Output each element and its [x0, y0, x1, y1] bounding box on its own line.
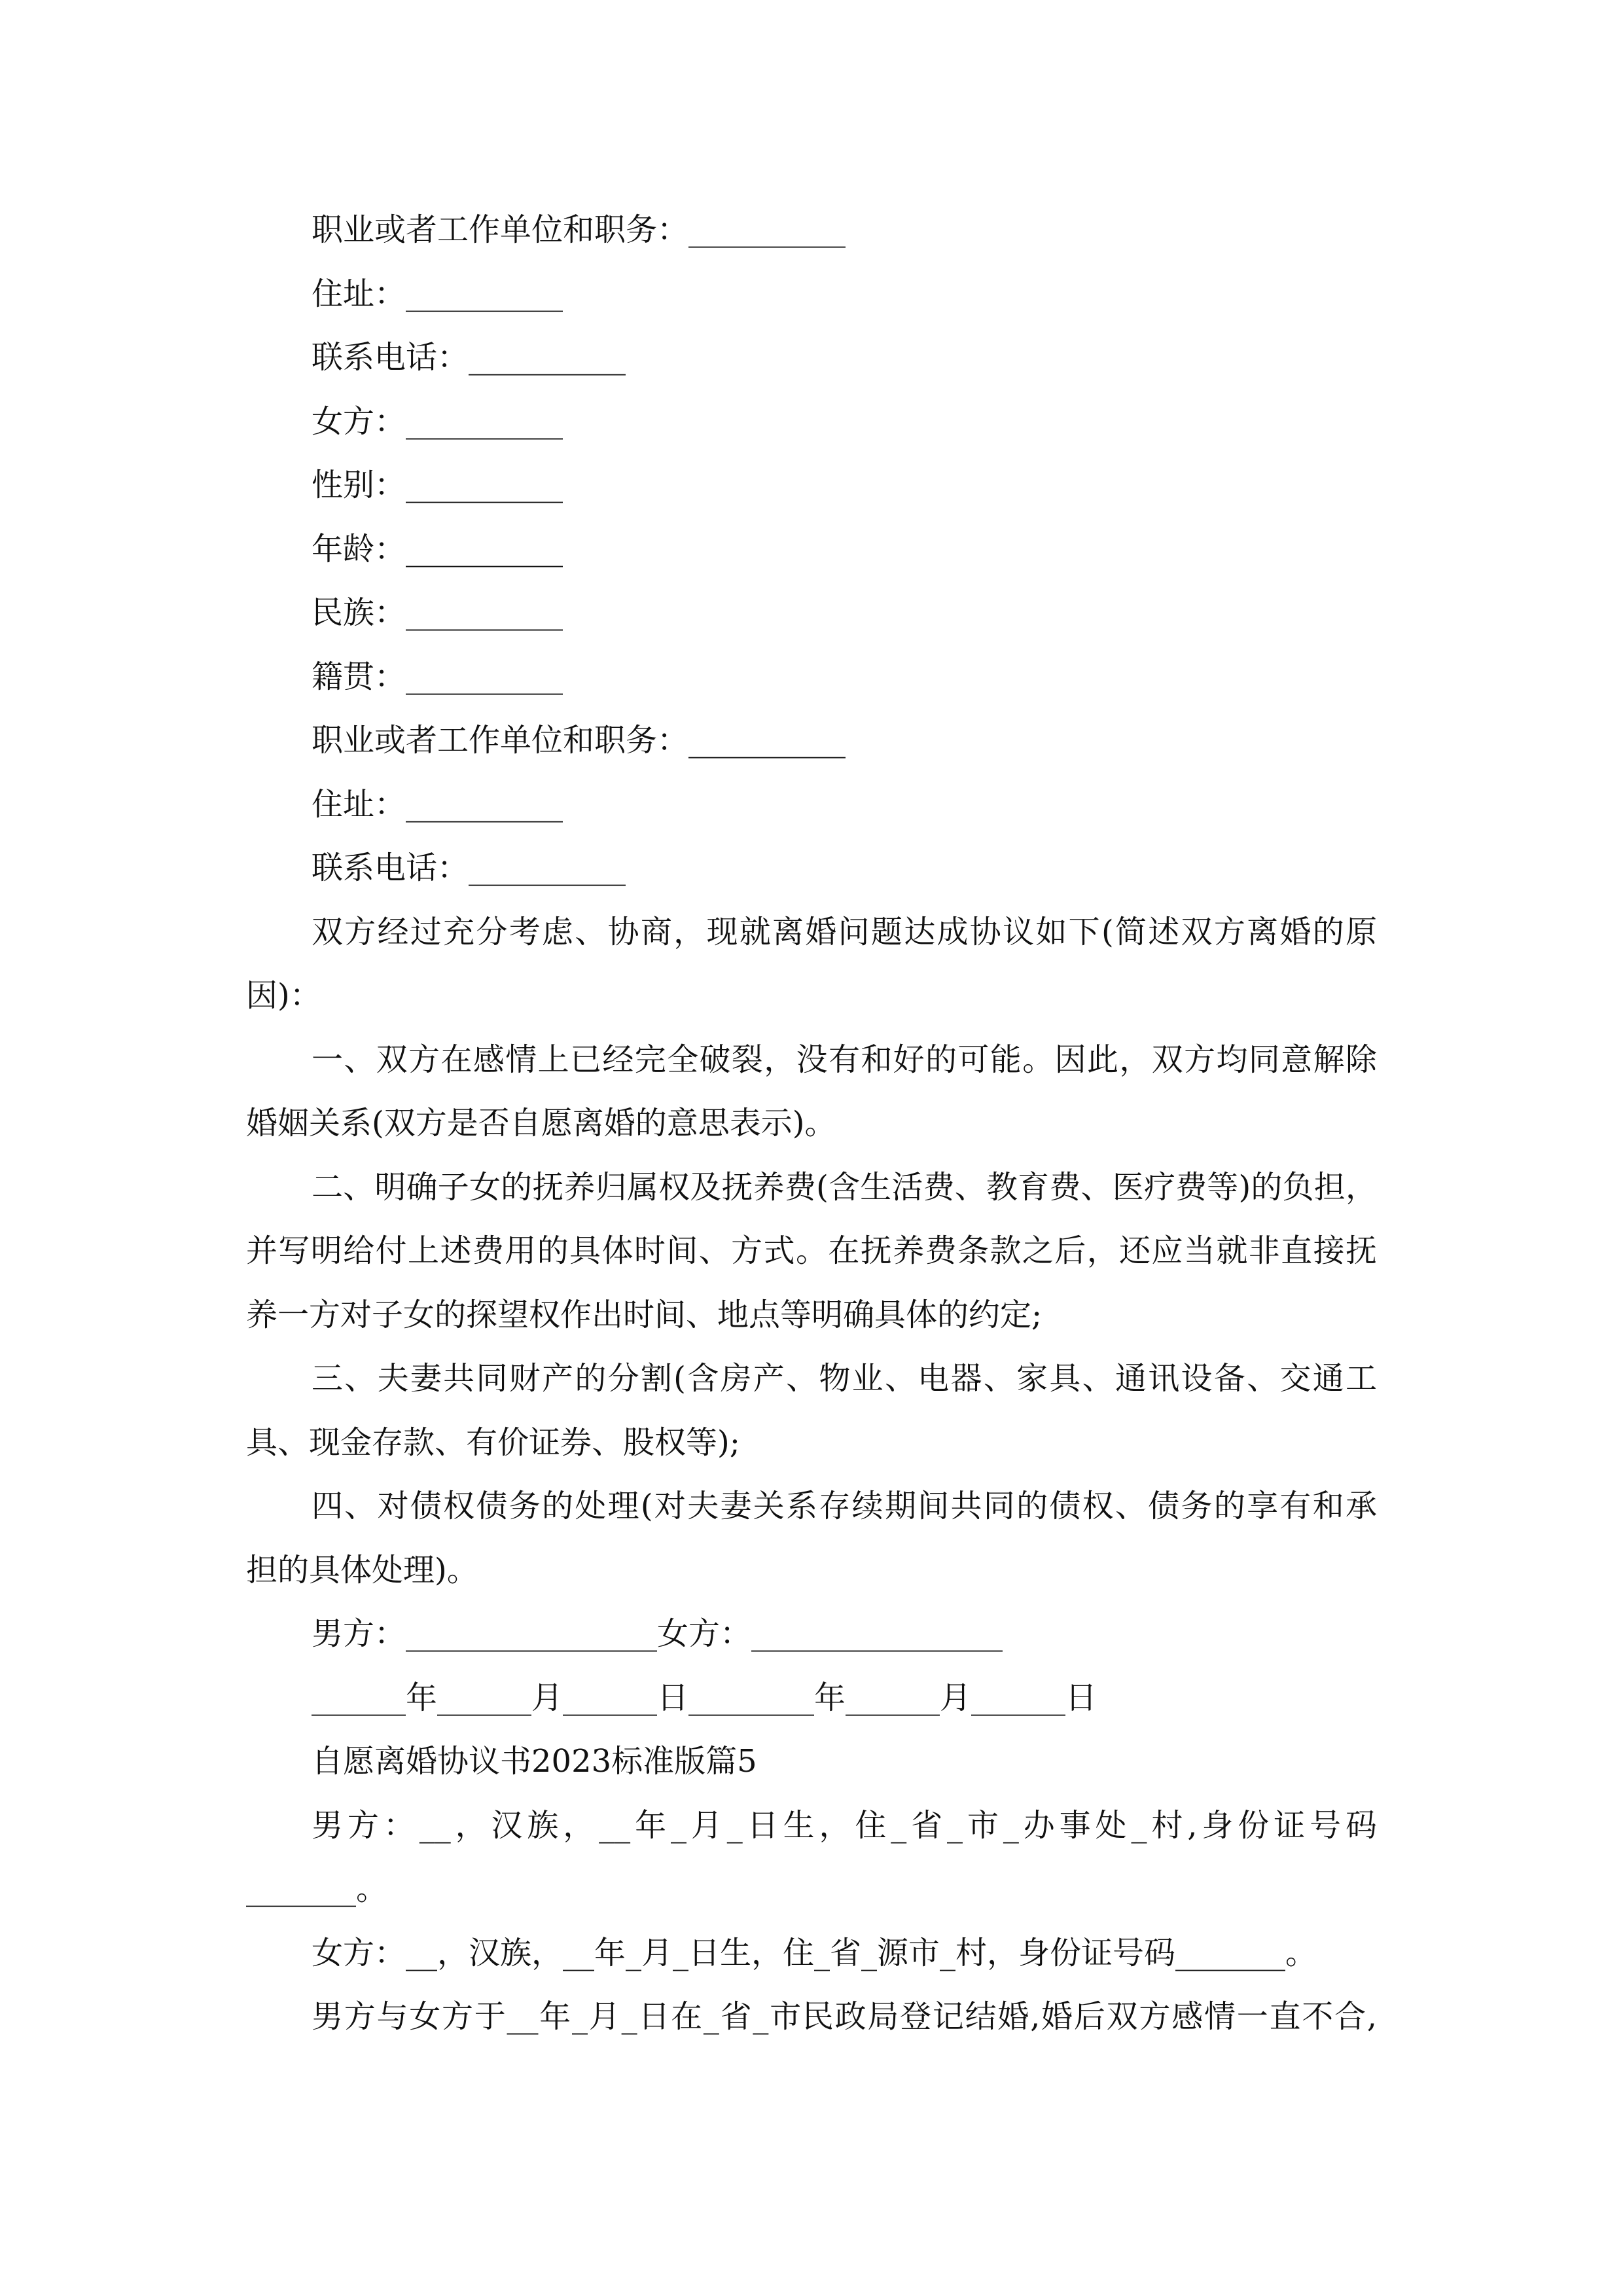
section-title: 自愿离婚协议书2023标准版篇5	[312, 1743, 757, 1780]
clause-2-line: 养一方对子女的探望权作出时间、地点等明确具体的约定;	[246, 1296, 1043, 1333]
field-native-place: 籍贯：__________	[312, 658, 563, 695]
field-occupation-female: 职业或者工作单位和职务：__________	[312, 722, 846, 759]
male-info-line: 男方：__，汉族，__年_月_日生，住_省_市_办事处_村,身份证号码	[312, 1806, 1377, 1844]
clause-2-line: 二、明确子女的抚养归属权及抚养费(含生活费、教育费、医疗费等)的负担，	[312, 1168, 1377, 1206]
field-address-male: 住址：__________	[312, 275, 563, 312]
date-line: ______年______月______日________年______月______日	[312, 1679, 1097, 1716]
clause-4-line: 担的具体处理)。	[246, 1551, 478, 1588]
field-phone-female: 联系电话：__________	[312, 850, 626, 886]
clause-2-line: 并写明给付上述费用的具体时间、方式。在抚养费条款之后，还应当就非直接抚	[246, 1232, 1377, 1269]
field-age: 年龄：__________	[312, 530, 563, 567]
field-occupation-male: 职业或者工作单位和职务：__________	[312, 211, 846, 248]
paragraph-intro-line: 双方经过充分考虑、协商，现就离婚问题达成协议如下(简述双方离婚的原	[312, 913, 1377, 950]
signature-line: 男方：________________女方：________________	[312, 1615, 1003, 1652]
document-page	[246, 198, 1377, 2049]
clause-1-line: 婚姻关系(双方是否自愿离婚的意思表示)。	[246, 1105, 836, 1141]
clause-3-line: 三、夫妻共同财产的分割(含房产、物业、电器、家具、通讯设备、交通工	[312, 1360, 1377, 1397]
male-info-line: _______。	[246, 1871, 388, 1907]
marriage-info-line: 男方与女方于__年_月_日在_省_市民政局登记结婚,婚后双方感情一直不合,	[312, 1998, 1377, 2035]
field-ethnicity: 民族：__________	[312, 594, 563, 631]
paragraph-intro-line: 因)：	[246, 977, 321, 1014]
clause-1-line: 一、双方在感情上已经完全破裂，没有和好的可能。因此，双方均同意解除	[312, 1041, 1377, 1078]
clause-4-line: 四、对债权债务的处理(对夫妻关系存续期间共同的债权、债务的享有和承	[312, 1488, 1377, 1524]
field-address-female: 住址：__________	[312, 785, 563, 823]
female-info-line: 女方：__，汉族，__年_月_日生，住_省_源市_村，身份证号码_______。	[312, 1934, 1317, 1971]
field-phone-male: 联系电话：__________	[312, 339, 626, 376]
field-female: 女方：__________	[312, 403, 563, 440]
field-gender: 性别：__________	[312, 467, 563, 503]
clause-3-line: 具、现金存款、有价证券、股权等);	[246, 1424, 740, 1461]
